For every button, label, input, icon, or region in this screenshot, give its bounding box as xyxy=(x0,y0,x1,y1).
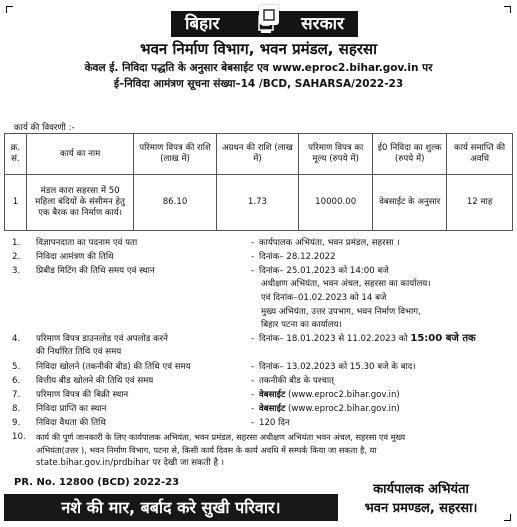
detail-number: 6. xyxy=(12,376,21,386)
detail-number: 9. xyxy=(12,418,21,428)
detail-value xyxy=(259,403,400,415)
detail-label: निविदा वैधता की तिथि xyxy=(36,418,106,428)
detail-value: 120 दिन xyxy=(259,418,290,428)
website-url: (www.eproc2.bihar.gov.in) xyxy=(285,390,400,400)
slogan-banner: नशे की मार, बर्बाद करे सुखी परिवार। xyxy=(4,494,338,521)
header-cell: कार्य का नाम xyxy=(26,134,133,175)
note-number: 10. xyxy=(12,432,26,442)
banner-left-text: बिहार xyxy=(185,14,220,34)
website-url: (www.eproc2.bihar.gov.in) xyxy=(285,404,400,414)
cell-completion-period: 12 माह xyxy=(447,175,513,231)
header-cell: अग्रधन की राशि (लाख में) xyxy=(216,134,298,175)
notice-number: ई–निविदा आमंत्रण सूचना संख्या–14 /BCD, SAHARSA/2022-23 xyxy=(113,78,404,90)
detail-label: विज्ञापनदाता का पदनाम एवं पता xyxy=(36,238,138,248)
cell-tender-fee: वेबसाईट के अनुसार xyxy=(373,175,447,231)
detail-label: परिमाण विपत्र की बिक्री स्थान xyxy=(36,390,129,400)
detail-label-line2: की निर्धारित तिथि एवं समय xyxy=(36,347,122,357)
detail-extra-line: अधीक्षण अभियंता, भवन अंचल, सहरसा का कार्यालय। xyxy=(261,279,431,289)
header-cell: परिमाण विपत्र का मूल्य (रुपये में) xyxy=(299,134,373,175)
corner-mark xyxy=(504,514,511,521)
detail-value-deadline: 15:00 बजे तक xyxy=(410,333,476,344)
tender-mode-line: केवल ई. निविदा पद्धति के अनुसार बेबसाईट एव www.eproc2.bihar.gov.in पर xyxy=(84,62,433,74)
table-header-row xyxy=(5,134,513,175)
header-cell: क्र. सं. xyxy=(5,134,27,175)
table-row xyxy=(5,175,513,231)
detail-number: 1. xyxy=(12,238,21,248)
header-cell: परिमाण विपत्र की राशि (लाख में) xyxy=(134,134,216,175)
detail-value: दिनांक– 28.12.2022 xyxy=(259,252,336,262)
corner-mark xyxy=(6,6,13,13)
detail-extra-line: बिहार पटना का कार्यालय। xyxy=(261,320,342,330)
detail-number: 4. xyxy=(12,334,21,344)
detail-value: दिनांक– 13.02.2023 को 15.30 बजे के बाद। xyxy=(259,362,416,372)
detail-extra-line: मुख्य अभियंता, उत्तर उपभाग, भवन निर्माण विभाग, xyxy=(261,307,421,317)
detail-label: परिमाण विपत्र डाउनलोड एवं अपलोड करने xyxy=(36,334,168,344)
expand-image-button[interactable] xyxy=(259,5,279,25)
note-url: state.bihar.gov.in/prdbihar पर देखी जा सकती है । xyxy=(36,458,225,468)
detail-number: 5. xyxy=(12,362,21,372)
cell-serial: 1 xyxy=(5,175,27,231)
note-line: अभियंता(उत्तर ), भवन निर्माण विभाग, पटना से, किसी कार्य दिवस के कार्य अवधि में सम्पर्क किया जा सकता है, या xyxy=(36,445,377,455)
corner-mark xyxy=(504,6,511,13)
detail-label: प्रिबीड मिटिंग की तिथि समय एवं स्थान xyxy=(36,266,155,276)
cell-earnest-money: 1.73 xyxy=(216,175,298,231)
detail-value: कार्यपालक अभियंता, भवन प्रमंडल, सहरसा । xyxy=(259,238,400,248)
cell-bill-amount: 86.10 xyxy=(134,175,216,231)
detail-value xyxy=(259,333,476,345)
note-line xyxy=(36,457,224,469)
detail-value-prefix: दिनांक– 18.01.2023 से 11.02.2023 को xyxy=(259,334,411,344)
detail-label: निविदा आमंत्रण की तिथि xyxy=(36,252,114,262)
detail-label: निविदा खोलने (तकनीकी बीड) की तिथि एवं समय xyxy=(36,362,191,372)
detail-extra-line: एवं दिनांक–01.02.2023 को 14 बजे xyxy=(261,293,387,303)
detail-value: तकनीकी बीड के पश्चात् xyxy=(259,376,334,386)
detail-number: 7. xyxy=(12,390,21,400)
detail-number: 2. xyxy=(12,252,21,262)
department-title: भवन निर्माण विभाग, भवन प्रमंडल, सहरसा xyxy=(140,40,377,58)
cell-bill-price: 10000.00 xyxy=(299,175,373,231)
detail-value xyxy=(259,389,400,401)
table-caption: कार्य की विवरणी :- xyxy=(14,123,75,133)
header-cell: ई0 निविदा का शुल्क (रुपये में) xyxy=(373,134,447,175)
detail-value: दिनांक– 25.01.2023 को 14:00 बजे xyxy=(259,266,389,276)
cell-work-name: मंडल कारा सहरसा में 50 महिला बंदियों के संसीमन हेतु एक बैरक का निर्माण कार्य। xyxy=(26,175,133,231)
detail-label: निविदा प्राप्ति का स्थान xyxy=(36,404,107,414)
expand-icon xyxy=(259,5,279,25)
work-details-table xyxy=(4,133,513,231)
pr-number: PR. No. 12800 (BCD) 2022-23 xyxy=(14,477,180,488)
signatory-title: कार्यपालक अभियंता xyxy=(373,482,469,497)
signatory-office: भवन प्रमण्डल, सहरसा। xyxy=(364,501,478,516)
detail-label: वित्तीय बीड खोलने की तिथि एवं समय xyxy=(36,376,154,386)
header-cell: कार्य समाप्ति की अवधि xyxy=(447,134,513,175)
website-label: वेबसाईट xyxy=(259,404,286,414)
website-label: वेबसाईट xyxy=(259,390,286,400)
banner-right-text: सरकार xyxy=(301,14,344,34)
detail-number: 3. xyxy=(12,266,21,276)
detail-number: 8. xyxy=(12,404,21,414)
note-line: कार्य की पूर्ण जानकारी के लिए कार्यपालक अभियंता, भवन प्रमंडल, सहरसा अधीक्षण अभियंता भवन अंचल, सहरसा एवं मुख्य xyxy=(36,432,406,442)
